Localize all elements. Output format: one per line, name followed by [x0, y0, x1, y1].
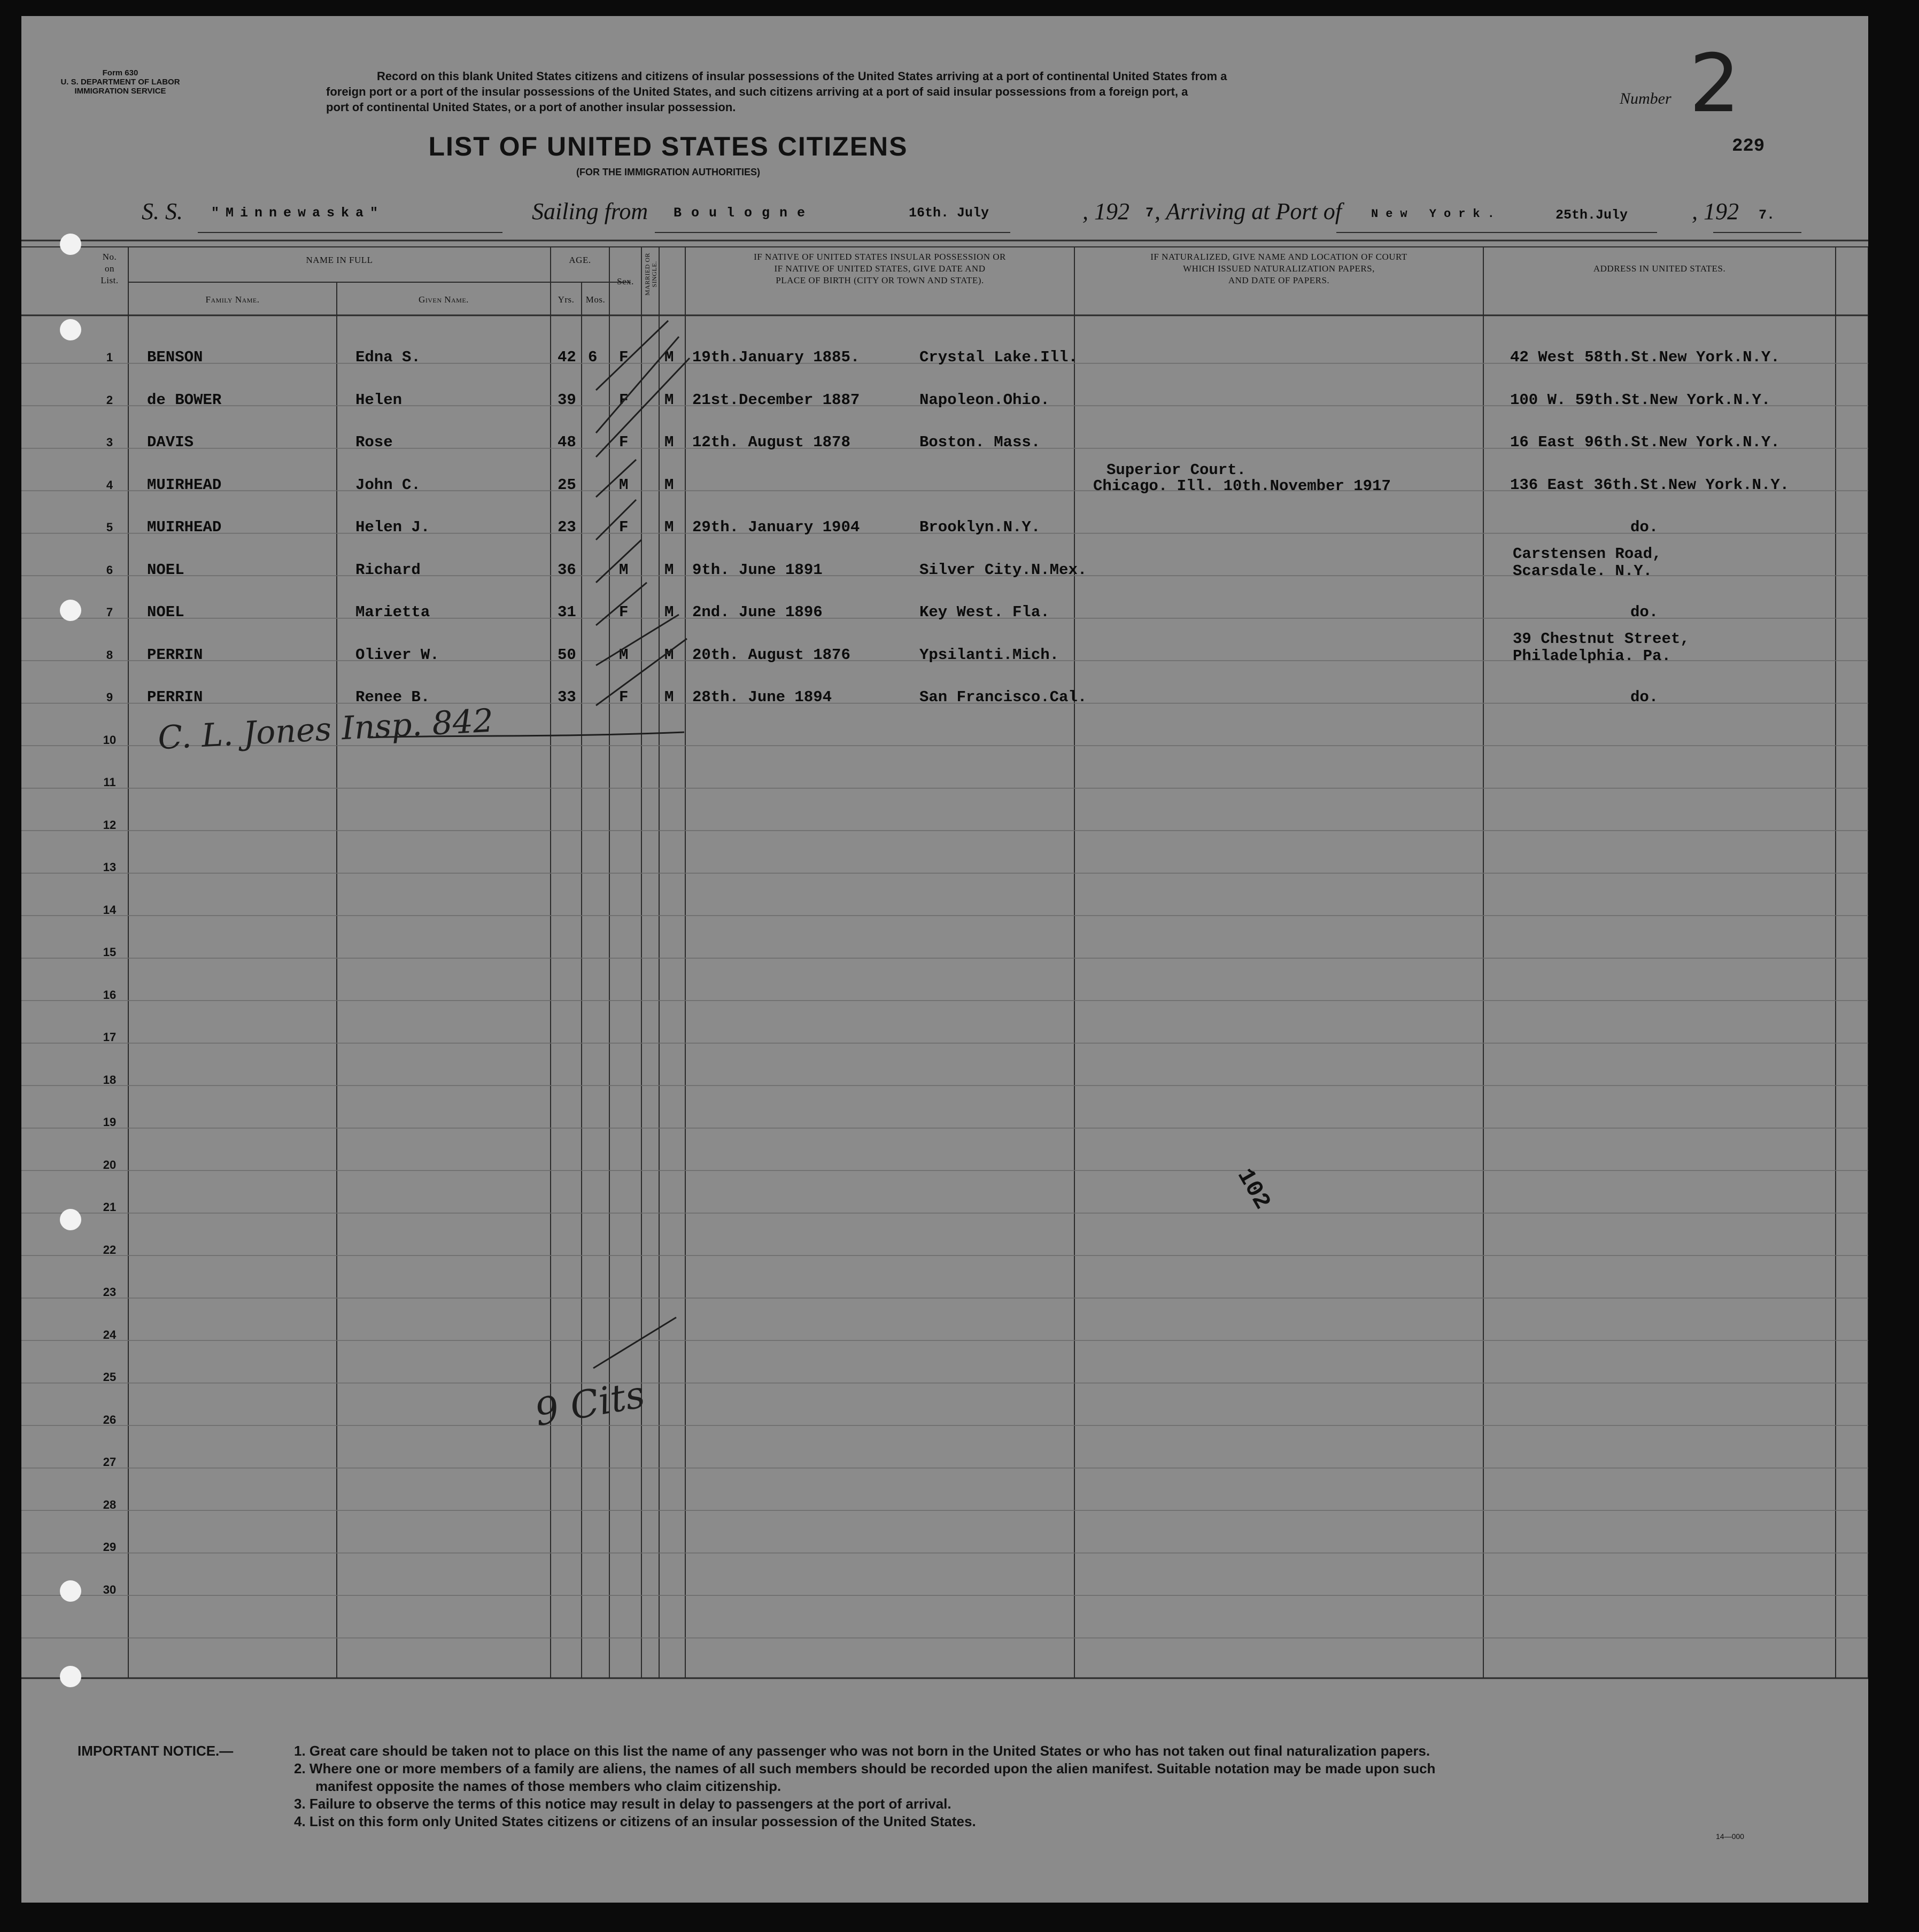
- given-name-cell: Rose: [355, 433, 393, 451]
- year-prefix-2: , 192: [1692, 198, 1739, 224]
- address-cell-line2: Philadelphia. Pa.: [1513, 647, 1671, 665]
- birth-place-cell: San Francisco.Cal.: [919, 688, 1087, 706]
- binder-hole: [60, 600, 81, 621]
- list-number: 2: [1689, 37, 1740, 130]
- row-number: 28: [103, 1498, 117, 1511]
- address-cell: 16 East 96th.St.New York.N.Y.: [1510, 433, 1780, 451]
- instruction-line: Record on this blank United States citizens and citizens of insular possessions of the United States arriving at a port of continental United States from a: [377, 69, 1227, 83]
- print-code: 14—000: [1716, 1832, 1744, 1841]
- family-name-cell: MUIRHEAD: [147, 518, 222, 536]
- departure-port: Boulogne: [674, 205, 815, 221]
- given-name-cell: Renee B.: [355, 688, 430, 706]
- col-header-given-name: Given Name.: [419, 294, 469, 305]
- col-header-sex: Sex.: [617, 276, 634, 286]
- birth-date-cell: 20th. August 1876: [692, 646, 850, 664]
- given-name-cell: Richard: [355, 561, 421, 579]
- birth-place-cell: Ypsilanti.Mich.: [919, 646, 1059, 664]
- sex-cell: F: [619, 688, 629, 706]
- address-cell-line2: Scarsdale. N.Y.: [1513, 562, 1653, 580]
- ss-label: S. S.: [142, 198, 183, 224]
- row-number: 26: [103, 1413, 117, 1426]
- age-years-cell: 25: [558, 476, 576, 494]
- col-header-naturalized-line: WHICH ISSUED NATURALIZATION PAPERS,: [1183, 263, 1375, 274]
- year-prefix-1: , 192: [1082, 198, 1129, 224]
- marital-status-cell: M: [664, 348, 674, 366]
- family-name-cell: de BOWER: [147, 391, 222, 409]
- birth-place-cell: Key West. Fla.: [919, 603, 1050, 621]
- row-number: 14: [103, 903, 117, 917]
- service-name: IMMIGRATION SERVICE: [74, 87, 166, 96]
- row-number: 10: [103, 733, 117, 747]
- family-name-cell: NOEL: [147, 603, 184, 621]
- address-cell: 39 Chestnut Street,: [1513, 630, 1690, 648]
- sailing-label: Sailing from: [532, 198, 648, 224]
- row-number: 19: [103, 1115, 117, 1129]
- notice-heading: IMPORTANT NOTICE.—: [78, 1743, 234, 1759]
- given-name-cell: Marietta: [355, 603, 430, 621]
- notice-item: 3. Failure to observe the terms of this notice may result in delay to passengers at the port of arrival.: [294, 1796, 951, 1812]
- notice-list: [294, 1742, 1844, 1830]
- sex-cell: F: [619, 603, 629, 621]
- birth-date-cell: 9th. June 1891: [692, 561, 823, 579]
- inspector-signature: C. L. Jones Insp. 842: [157, 702, 494, 757]
- birth-date-cell: 12th. August 1878: [692, 433, 850, 451]
- sex-cell: F: [619, 433, 629, 451]
- marital-status-cell: M: [664, 476, 674, 494]
- col-header-months: Mos.: [585, 294, 606, 305]
- birth-date-cell: 19th.January 1885.: [692, 348, 860, 366]
- family-name-cell: PERRIN: [147, 646, 203, 664]
- sailing-date: 16th. July: [909, 205, 989, 221]
- address-cell: do.: [1630, 603, 1659, 621]
- address-cell: do.: [1630, 518, 1659, 536]
- family-name-cell: MUIRHEAD: [147, 476, 222, 494]
- instruction-line: port of continental United States, or a port of another insular possession.: [326, 100, 736, 114]
- row-number: 24: [103, 1328, 117, 1341]
- birth-place-cell: Brooklyn.N.Y.: [919, 518, 1041, 536]
- address-cell: 100 W. 59th.St.New York.N.Y.: [1510, 391, 1771, 409]
- age-years-cell: 23: [558, 518, 576, 536]
- naturalization-date-cell: Chicago. Ill. 10th.November 1917: [1093, 477, 1391, 495]
- binder-hole: [60, 319, 81, 340]
- row-number: 22: [103, 1243, 117, 1256]
- binder-hole: [60, 1580, 81, 1602]
- col-header-naturalized-line: AND DATE OF PAPERS.: [1228, 275, 1330, 285]
- manifest-sheet: [21, 16, 1868, 1903]
- row-number: 9: [106, 690, 113, 704]
- age-years-cell: 33: [558, 688, 576, 706]
- row-number: 6: [106, 563, 113, 577]
- row-number: 11: [103, 775, 116, 789]
- stamp-number: 102: [1231, 1164, 1276, 1214]
- row-number: 20: [103, 1158, 117, 1171]
- sex-cell: F: [619, 348, 629, 366]
- given-name-cell: Helen J.: [355, 518, 430, 536]
- notice-item: 2. Where one or more members of a family are aliens, the names of all such members should be recorded upon the alien manifest. Suitable notation may be made upon such: [294, 1760, 1436, 1776]
- col-header-married: MARRIED OR SINGLE.: [644, 253, 658, 296]
- address-cell: 42 West 58th.St.New York.N.Y.: [1510, 348, 1780, 366]
- marital-status-cell: M: [664, 433, 674, 451]
- col-header-address: ADDRESS IN UNITED STATES.: [1593, 263, 1726, 274]
- row-number: 17: [103, 1030, 117, 1044]
- form-number: Form 630: [102, 68, 138, 77]
- row-number: 2: [106, 393, 113, 407]
- annotation-strokes: [21, 16, 1868, 1903]
- col-header-number-line: List.: [100, 275, 119, 285]
- row-number: 15: [103, 945, 117, 959]
- age-years-cell: 50: [558, 646, 576, 664]
- row-number: 30: [103, 1582, 117, 1596]
- sex-cell: F: [619, 391, 629, 409]
- notice-item: manifest opposite the names of those members who claim citizenship.: [315, 1778, 781, 1794]
- page-stamp: 229: [1732, 136, 1765, 157]
- sex-cell: M: [619, 561, 629, 579]
- given-name-cell: Helen: [355, 391, 403, 409]
- instruction-line: foreign port or a port of the insular possessions of the United States, and such citizens arriving at a port of said insular possessions from a foreign port, a: [326, 85, 1188, 98]
- naturalization-court-cell: Superior Court.: [1106, 461, 1247, 479]
- birth-date-cell: 28th. June 1894: [692, 688, 832, 706]
- marital-status-cell: M: [664, 646, 674, 664]
- page-subtitle: (FOR THE IMMIGRATION AUTHORITIES): [576, 167, 760, 177]
- birth-place-cell: Boston. Mass.: [919, 433, 1041, 451]
- ship-name: "Minnewaska": [211, 205, 385, 221]
- row-number: 1: [106, 351, 113, 364]
- birth-date-cell: 2nd. June 1896: [692, 603, 823, 621]
- department-name: U. S. DEPARTMENT OF LABOR: [60, 77, 180, 87]
- birth-place-cell: Silver City.N.Mex.: [919, 561, 1087, 579]
- col-header-years: Yrs.: [558, 294, 575, 305]
- col-header-birth-line: IF NATIVE OF UNITED STATES INSULAR POSSESSION OR: [754, 252, 1006, 262]
- age-years-cell: 48: [558, 433, 576, 451]
- page-title: LIST OF UNITED STATES CITIZENS: [428, 131, 908, 161]
- notice-item: 1. Great care should be taken not to place on this list the name of any passenger who was not born in the United States or who has not taken out final naturalization papers.: [294, 1743, 1430, 1759]
- year-digit-1: 7: [1146, 205, 1154, 221]
- row-number: 16: [103, 988, 117, 1002]
- row-number: 18: [103, 1073, 117, 1087]
- given-name-cell: Oliver W.: [355, 646, 439, 664]
- row-number: 29: [103, 1540, 117, 1554]
- col-header-birth-line: IF NATIVE OF UNITED STATES, GIVE DATE AND: [774, 263, 986, 274]
- sex-cell: F: [619, 518, 629, 536]
- row-number: 25: [103, 1370, 117, 1384]
- birth-date-cell: 29th. January 1904: [692, 518, 860, 536]
- given-name-cell: Edna S.: [355, 348, 421, 366]
- binder-hole: [60, 1666, 81, 1687]
- arriving-label: , Arriving at Port of: [1155, 198, 1342, 224]
- age-years-cell: 36: [558, 561, 576, 579]
- row-number: 13: [103, 860, 117, 874]
- sex-cell: M: [619, 646, 629, 664]
- family-name-cell: NOEL: [147, 561, 184, 579]
- col-header-number-line: No.: [102, 252, 117, 262]
- age-years-cell: 39: [558, 391, 576, 409]
- arrival-port: New York.: [1371, 207, 1502, 221]
- row-number: 27: [103, 1455, 117, 1469]
- arrival-date: 25th.July: [1556, 207, 1628, 223]
- citizen-tally: 9 Cits: [531, 1372, 648, 1435]
- row-number: 4: [106, 478, 113, 492]
- col-header-age: AGE.: [569, 255, 591, 265]
- age-months-cell: 6: [588, 348, 598, 366]
- family-name-cell: BENSON: [147, 348, 203, 366]
- col-header-naturalized-line: IF NATURALIZED, GIVE NAME AND LOCATION OF COURT: [1150, 252, 1407, 262]
- marital-status-cell: M: [664, 561, 674, 579]
- marital-status-cell: M: [664, 391, 674, 409]
- marital-status-cell: M: [664, 518, 674, 536]
- row-number: 3: [106, 436, 113, 449]
- number-label: Number: [1620, 90, 1672, 107]
- binder-hole: [60, 234, 81, 255]
- row-number: 8: [106, 648, 113, 662]
- col-header-number-line: on: [105, 263, 114, 274]
- age-years-cell: 42: [558, 348, 576, 366]
- family-name-cell: DAVIS: [147, 433, 194, 451]
- notice-item: 4. List on this form only United States citizens or citizens of an insular possession of the United States.: [294, 1813, 976, 1829]
- marital-status-cell: M: [664, 688, 674, 706]
- family-name-cell: PERRIN: [147, 688, 203, 706]
- row-number: 7: [106, 606, 113, 619]
- col-header-name-in-full: NAME IN FULL: [306, 255, 373, 265]
- address-cell: do.: [1630, 688, 1659, 706]
- sex-cell: M: [619, 476, 629, 494]
- row-number: 5: [106, 521, 113, 534]
- binder-hole: [60, 1209, 81, 1230]
- row-number: 23: [103, 1285, 117, 1299]
- col-header-family-name: Family Name.: [205, 294, 260, 305]
- birth-place-cell: Napoleon.Ohio.: [919, 391, 1050, 409]
- given-name-cell: John C.: [355, 476, 421, 494]
- birth-date-cell: 21st.December 1887: [692, 391, 860, 409]
- year-digit-2: 7.: [1759, 207, 1775, 223]
- address-cell: Carstensen Road,: [1513, 545, 1662, 563]
- birth-place-cell: Crystal Lake.Ill.: [919, 348, 1078, 366]
- marital-status-cell: M: [664, 603, 674, 621]
- col-header-birth-line: PLACE OF BIRTH (CITY OR TOWN AND STATE).: [776, 275, 984, 285]
- row-number: 12: [103, 818, 117, 832]
- age-years-cell: 31: [558, 603, 576, 621]
- row-number: 21: [103, 1200, 117, 1214]
- address-cell: 136 East 36th.St.New York.N.Y.: [1510, 476, 1790, 494]
